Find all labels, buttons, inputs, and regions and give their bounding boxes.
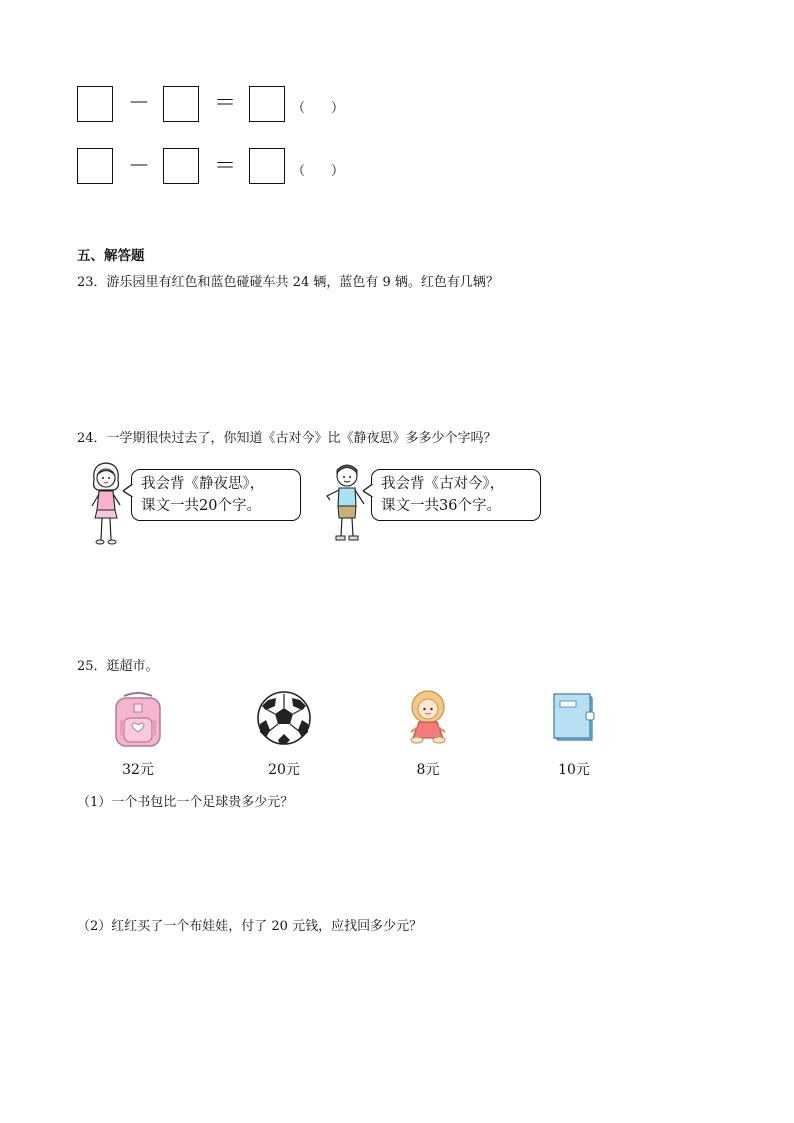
answer-box[interactable]: [77, 86, 113, 122]
question-25-part-2: （2）红红买了一个布娃娃，付了 20 元钱，应找回多少元？: [77, 919, 423, 934]
soccer-ball-icon: [256, 690, 312, 746]
soccer-ball-price: 20元: [268, 762, 300, 778]
boy-illustration: [324, 460, 370, 546]
equals-sign: ＝: [214, 91, 237, 116]
doll-icon: [405, 688, 451, 748]
girl-illustration: [86, 458, 126, 550]
answer-box[interactable]: [249, 148, 285, 184]
notebook-icon: [550, 692, 598, 744]
question-23: 23．游乐园里有红色和蓝色碰碰车共 24 辆，蓝色有 9 辆。红色有几辆？: [77, 275, 499, 290]
backpack-icon: [110, 692, 166, 750]
answer-box[interactable]: [249, 86, 285, 122]
girl-speech-line-1: 我会背《静夜思》，: [141, 476, 265, 492]
girl-speech-bubble: [131, 469, 301, 521]
boy-speech-bubble: [371, 469, 541, 521]
section-title: 五、解答题: [77, 248, 145, 264]
girl-speech-line-2: 课文一共20个字。: [141, 498, 261, 514]
answer-paren[interactable]: （ ）: [292, 164, 345, 179]
boy-speech-line-2: 课文一共36个字。: [381, 498, 501, 514]
bubble-tail: [363, 484, 373, 498]
doll-price: 8元: [416, 762, 440, 778]
minus-sign: －: [128, 154, 151, 179]
minus-sign: －: [128, 91, 151, 116]
boy-speech-line-1: 我会背《古对今》，: [381, 476, 505, 492]
answer-box[interactable]: [163, 148, 199, 184]
answer-box[interactable]: [163, 86, 199, 122]
question-24: 24．一学期很快过去了，你知道《古对今》比《静夜思》多多少个字吗？: [77, 431, 497, 446]
equals-sign: ＝: [214, 154, 237, 179]
backpack-price: 32元: [122, 762, 154, 778]
answer-box[interactable]: [77, 148, 113, 184]
answer-paren[interactable]: （ ）: [292, 101, 345, 116]
bubble-tail: [123, 484, 133, 498]
question-25: 25．逛超市。: [77, 659, 159, 674]
notebook-price: 10元: [558, 762, 590, 778]
question-25-part-1: （1）一个书包比一个足球贵多少元？: [77, 795, 294, 810]
